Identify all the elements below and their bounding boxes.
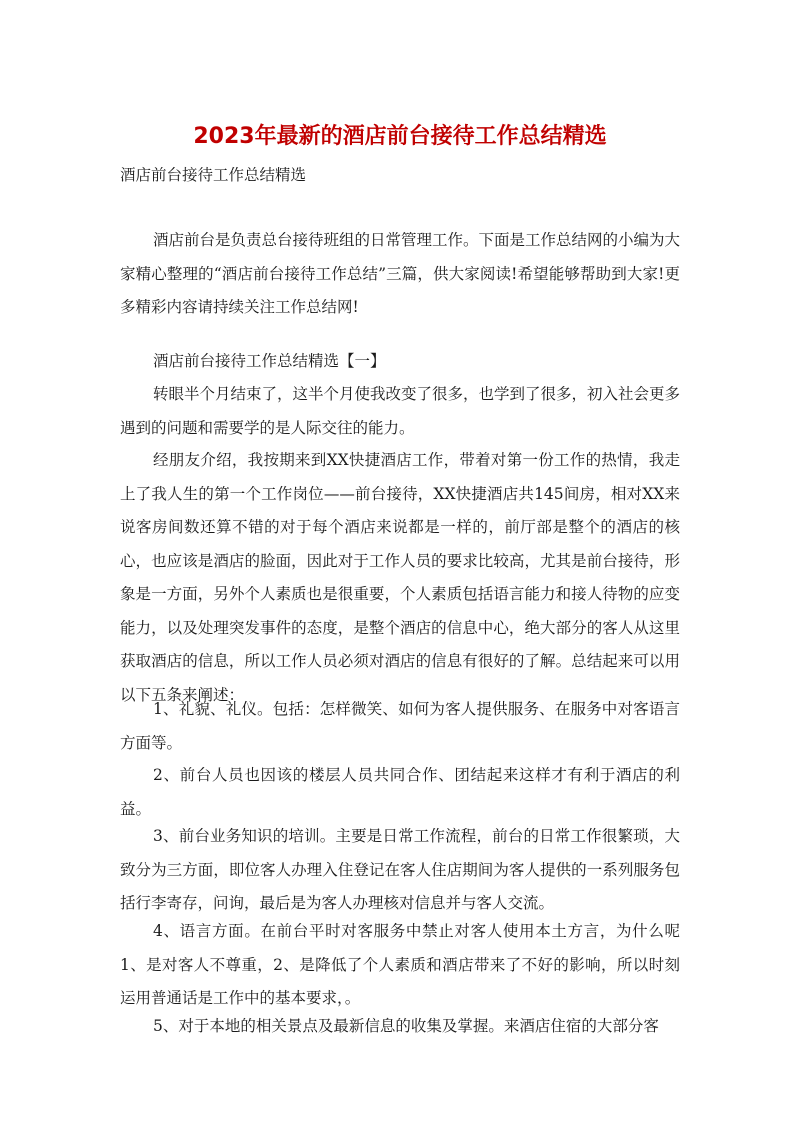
- intro-paragraph: 酒店前台是负责总台接待班组的日常管理工作。下面是工作总结网的小编为大家精心整理的“酒店前台接待工作总结”三篇，供大家阅读!希望能够帮助到大家!更多精彩内容请持续关注工作总结网!: [120, 231, 681, 316]
- paragraph-6: 4、语言方面。在前台平时对客服务中禁止对客人使用本土方言，为什么呢1、是对客人不尊重，2、是降低了个人素质和酒店带来了不好的影响，所以时刻运用普通话是工作中的基本要求，。: [120, 922, 680, 1007]
- paragraph-7: 5、对于本地的相关景点及最新信息的收集及掌握。来酒店住宿的大部分客: [153, 1017, 659, 1035]
- paragraph-4: 2、前台人员也因该的楼层人员共同合作、团结起来这样才有利于酒店的利益。: [120, 766, 680, 818]
- document-title: 2023年最新的酒店前台接待工作总结精选: [193, 124, 607, 149]
- paragraph-5: 3、前台业务知识的培训。主要是日常工作流程，前台的日常工作很繁琐，大致分为三方面，即位客人办理入住登记在客人住店期间为客人提供的一系列服务包括行李寄存，问询，最后是为客人办理核对信息并与客人交流。: [120, 827, 680, 912]
- paragraph-2: 经朋友介绍，我按期来到XX快捷酒店工作，带着对第一份工作的热情，我走上了我人生的第一个工作岗位——前台接待，XX快捷酒店共145间房，相对XX来说客房间数还算不错的对于每个酒店来说都是一样的，前厅部是整个的酒店的核心，也应该是酒店的脸面，因此对于工作人员的要求比较高，尤其是前台接待，形象是一方面，另外个人素质也是很重要，个人素质包括语言能力和接人待物的应变能力，以及处理突发事件的态度，是整个酒店的信息中心，绝大部分的客人从这里获取酒店的信息，所以工作人员必须对酒店的信息有很好的了解。总结起来可以用以下五条来阐述：: [120, 451, 680, 704]
- document-subtitle: 酒店前台接待工作总结精选: [120, 166, 307, 184]
- section-heading: 酒店前台接待工作总结精选【一】: [153, 352, 386, 370]
- paragraph-3: 1、礼貌、礼仪。包括：怎样微笑、如何为客人提供服务、在服务中对客语言方面等。: [120, 700, 680, 752]
- paragraph-1: 转眼半个月结束了，这半个月使我改变了很多，也学到了很多，初入社会更多遇到的问题和需要学的是人际交往的能力。: [120, 385, 681, 437]
